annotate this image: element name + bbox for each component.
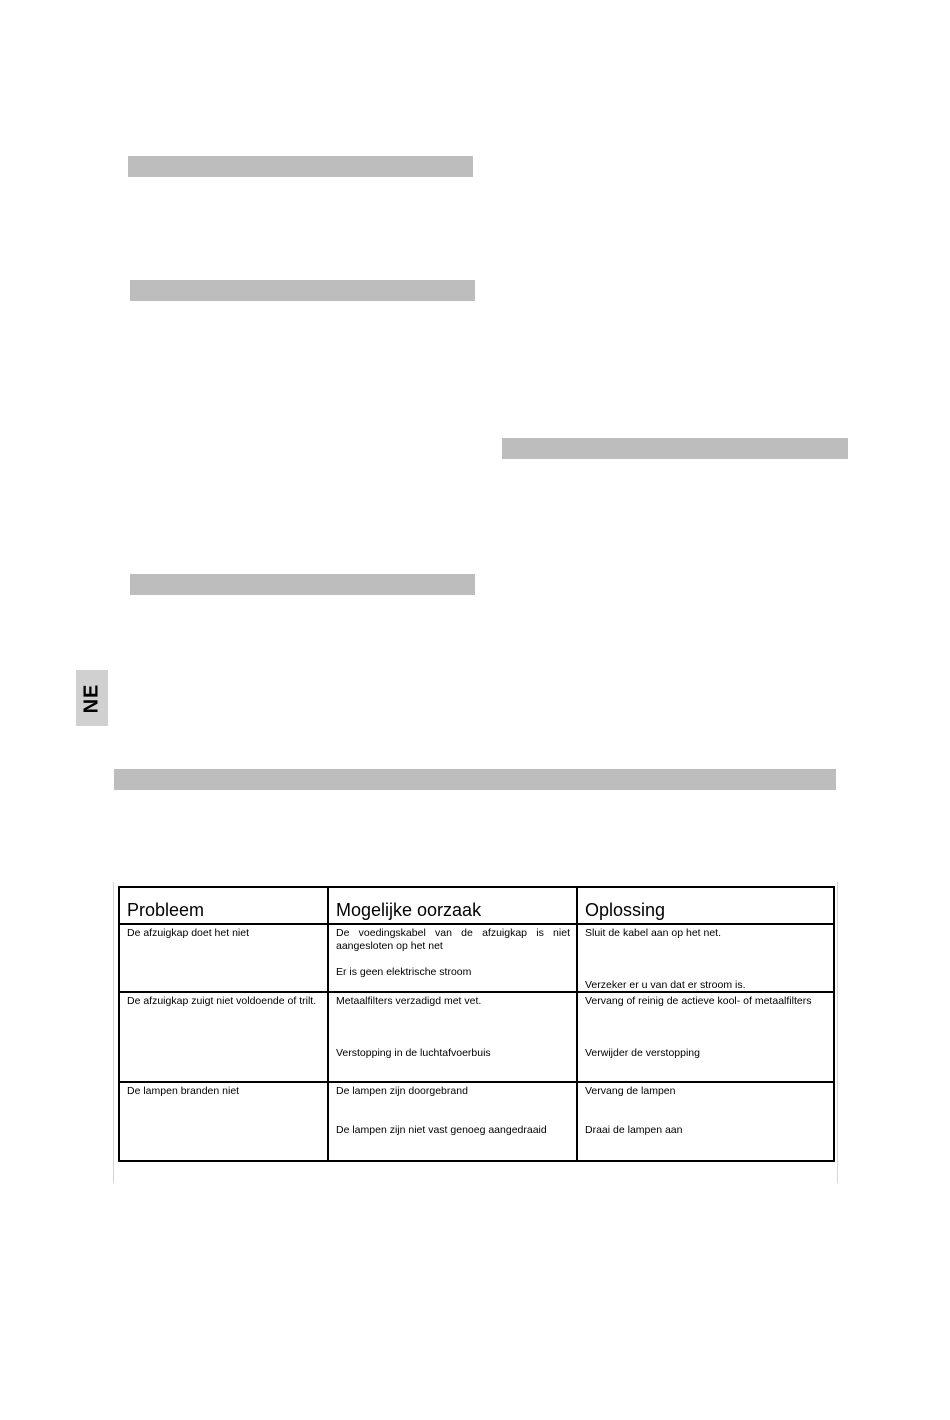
problem-text: De afzuigkap zuigt niet voldoende of trilt. [127,995,317,1007]
solution-text: Verwijder de verstopping [585,1046,700,1059]
table-row [119,924,834,992]
cause-text: De lampen zijn niet vast genoeg aangedraaid [336,1123,547,1136]
language-side-tab [76,670,108,726]
table-header-row [119,887,834,924]
solution-text: Sluit de kabel aan op het net. [585,927,722,939]
problem-text: De afzuigkap doet het niet [127,927,250,939]
cause-text: Er is geen elektrische stroom [336,966,472,978]
header-problem: Probleem [119,887,328,924]
solution-text: Vervang of reinig de actieve kool- of metaalfilters [585,995,812,1007]
cause-text: Verstopping in de luchtafvoerbuis [336,1046,491,1059]
troubleshooting-heading-bar [114,769,836,790]
section-heading-bar [130,280,475,301]
problem-cell [119,992,328,1082]
cause-cell [328,992,577,1082]
header-cause: Mogelijke oorzaak [328,887,577,924]
language-side-tab-label: NE [80,683,103,713]
cause-text: De lampen zijn doorgebrand [336,1085,468,1097]
table-row [119,992,834,1082]
solution-cell [577,1082,834,1161]
troubleshooting-table [118,886,835,1162]
solution-text: Draai de lampen aan [585,1123,683,1136]
solution-cell [577,992,834,1082]
cause-cell [328,1082,577,1161]
cause-text: De voedingskabel van de afzuigkap is niet aangesloten op het net [336,927,570,952]
problem-text: De lampen branden niet [127,1085,240,1097]
cause-text: Metaalfilters verzadigd met vet. [336,995,482,1007]
solution-cell [577,924,834,992]
problem-cell [119,1082,328,1161]
solution-text: Vervang de lampen [585,1085,676,1097]
problem-cell [119,924,328,992]
section-heading-bar [130,574,475,595]
section-heading-bar [128,156,473,177]
solution-text: Verzeker er u van dat er stroom is. [585,978,746,991]
cause-cell [328,924,577,992]
header-solution: Oplossing [577,887,834,924]
table-row [119,1082,834,1161]
section-heading-bar [502,438,848,459]
